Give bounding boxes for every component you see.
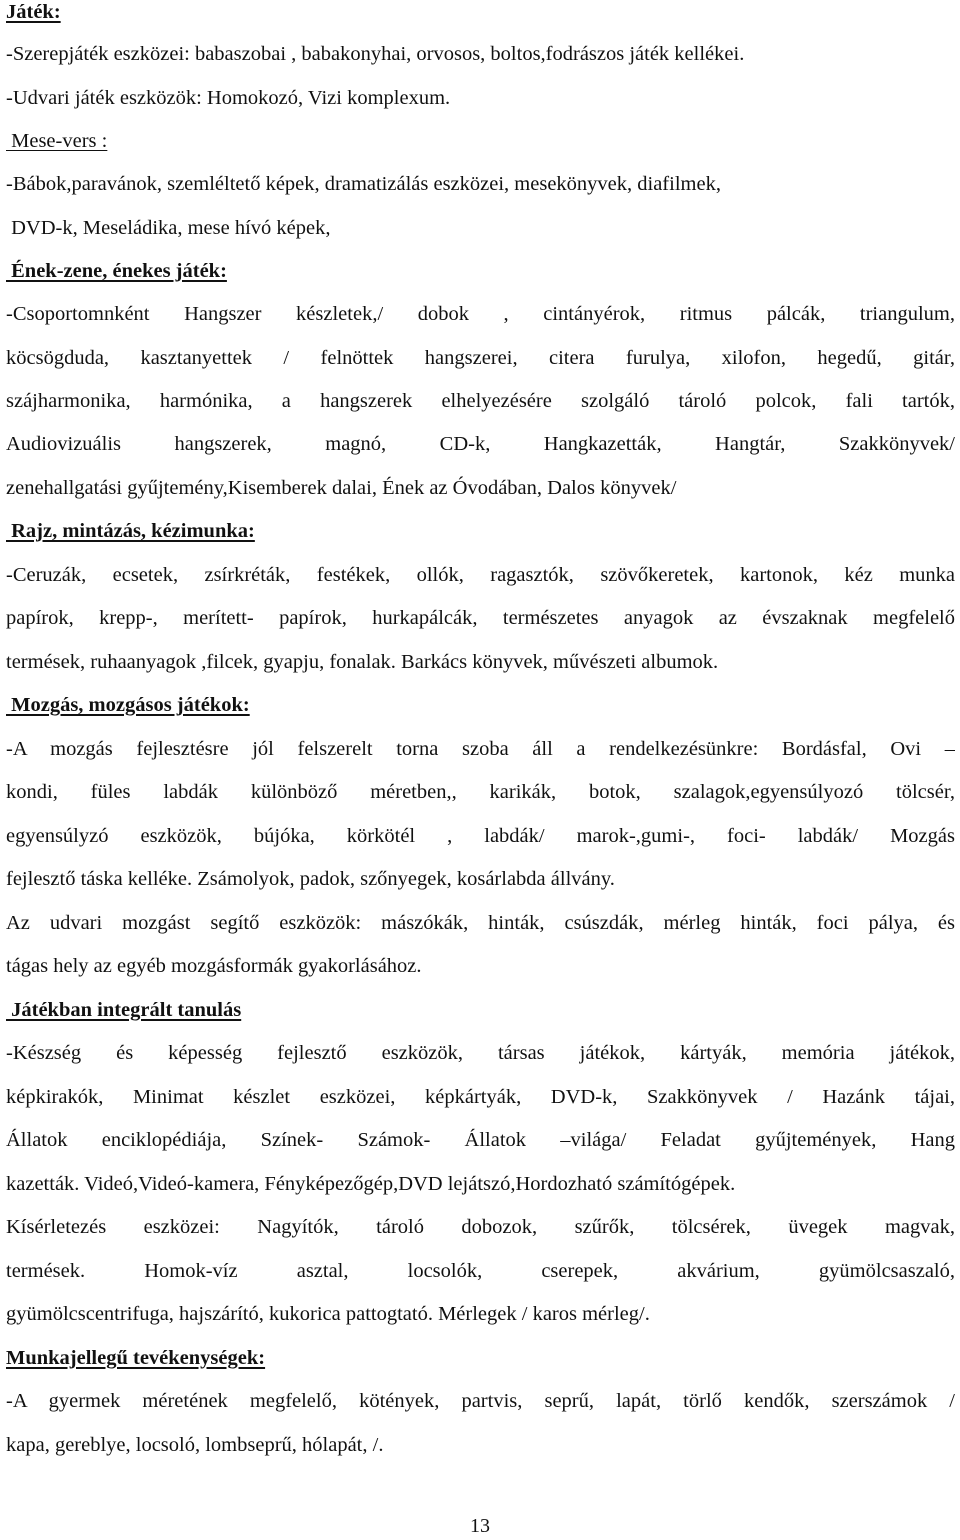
paragraph-line: Kísérletezés eszközei: Nagyítók, tároló dobozok, szűrők, tölcsérek, üvegek magvak, xyxy=(6,1216,955,1238)
paragraph-line: papírok, krepp-, merített- papírok, hurkapálcák, természetes anyagok az évszaknak megfelelő xyxy=(6,607,955,629)
paragraph-line: -Udvari játék eszközök: Homokozó, Vizi komplexum. xyxy=(6,87,451,109)
paragraph-line: -A mozgás fejlesztésre jól felszerelt torna szoba áll a rendelkezésünkre: Bordásfal, Ovi – xyxy=(6,738,955,760)
paragraph-line: egyensúlyzó eszközök, bújóka, körkötél , labdák/ marok-,gumi-, foci- labdák/ Mozgás xyxy=(6,825,955,847)
section-heading-rajz: Rajz, mintázás, kézimunka: xyxy=(6,520,255,542)
paragraph-line: termések. Homok-víz asztal, locsolók, cserepek, akvárium, gyümölcsaszaló, xyxy=(6,1260,955,1282)
paragraph-line: termések, ruhaanyagok ,filcek, gyapju, fonalak. Barkács könyvek, művészeti albumok. xyxy=(6,651,719,673)
paragraph-line: kazetták. Videó,Videó-kamera, Fényképezőgép,DVD lejátszó,Hordozható számítógépek. xyxy=(6,1173,736,1195)
paragraph-line: Audiovizuális hangszerek, magnó, CD-k, Hangkazetták, Hangtár, Szakkönyvek/ xyxy=(6,433,955,455)
paragraph-line: kapa, gereblye, locsoló, lombseprű, hólapát, /. xyxy=(6,1434,384,1456)
section-heading-munkajellegu: Munkajellegű tevékenységek: xyxy=(6,1347,266,1369)
section-heading-jatek: Játék: xyxy=(6,1,61,23)
paragraph-line: DVD-k, Meseládika, mese hívó képek, xyxy=(6,217,331,239)
section-heading-mese-vers: Mese-vers : xyxy=(6,130,108,152)
paragraph-line: Állatok enciklopédiája, Színek- Számok- Állatok –világa/ Feladat gyűjtemények, Hang xyxy=(6,1129,955,1151)
paragraph-line: képkirakók, Minimat készlet eszközei, képkártyák, DVD-k, Szakkönyvek / Hazánk tájai, xyxy=(6,1086,955,1108)
paragraph-line: -Csoportomnként Hangszer készletek,/ dobok , cintányérok, ritmus pálcák, triangulum, xyxy=(6,303,955,325)
paragraph-line: -Ceruzák, ecsetek, zsírkréták, festékek, ollók, ragasztók, szövőkeretek, kartonok, kéz munka xyxy=(6,564,955,586)
paragraph-line: -A gyermek méretének megfelelő, kötények, partvis, seprű, lapát, törlő kendők, szerszámok / xyxy=(6,1390,955,1412)
paragraph-line: zenehallgatási gyűjtemény,Kisemberek dalai, Ének az Óvodában, Dalos könyvek/ xyxy=(6,477,677,499)
paragraph-line: -Bábok,paravánok, szemléltető képek, dramatizálás eszközei, mesekönyvek, diafilmek, xyxy=(6,173,721,195)
paragraph-line: fejlesztő táska kelléke. Zsámolyok, padok, szőnyegek, kosárlabda állvány. xyxy=(6,868,615,890)
paragraph-line: -Szerepjáték eszközei: babaszobai , babakonyhai, orvosos, boltos,fodrászos játék kellékei. xyxy=(6,43,745,65)
paragraph-line: tágas hely az egyéb mozgásformák gyakorlásához. xyxy=(6,955,422,977)
section-heading-enek-zene: Ének-zene, énekes játék: xyxy=(6,260,227,282)
paragraph-line: köcsögduda, kasztanyettek / felnöttek hangszerei, citera furulya, xilofon, hegedű, gitár, xyxy=(6,347,955,369)
paragraph-line: gyümölcscentrifuga, hajszárító, kukorica pattogtató. Mérlegek / karos mérleg/. xyxy=(6,1303,650,1325)
section-heading-jatekban-integralt-tanulas: Játékban integrált tanulás xyxy=(6,999,242,1021)
page-number: 13 xyxy=(470,1515,490,1537)
paragraph-line: -Készség és képesség fejlesztő eszközök, társas játékok, kártyák, memória játékok, xyxy=(6,1042,955,1064)
section-heading-mozgas: Mozgás, mozgásos játékok: xyxy=(6,694,250,716)
paragraph-line: szájharmonika, harmónika, a hangszerek elhelyezésére szolgáló tároló polcok, fali tartók, xyxy=(6,390,955,412)
paragraph-line: kondi, füles labdák különböző méretben,, karikák, botok, szalagok,egyensúlyozó tölcsér, xyxy=(6,781,955,803)
paragraph-line: Az udvari mozgást segítő eszközök: mászókák, hinták, csúszdák, mérleg hinták, foci pálya, és xyxy=(6,912,955,934)
